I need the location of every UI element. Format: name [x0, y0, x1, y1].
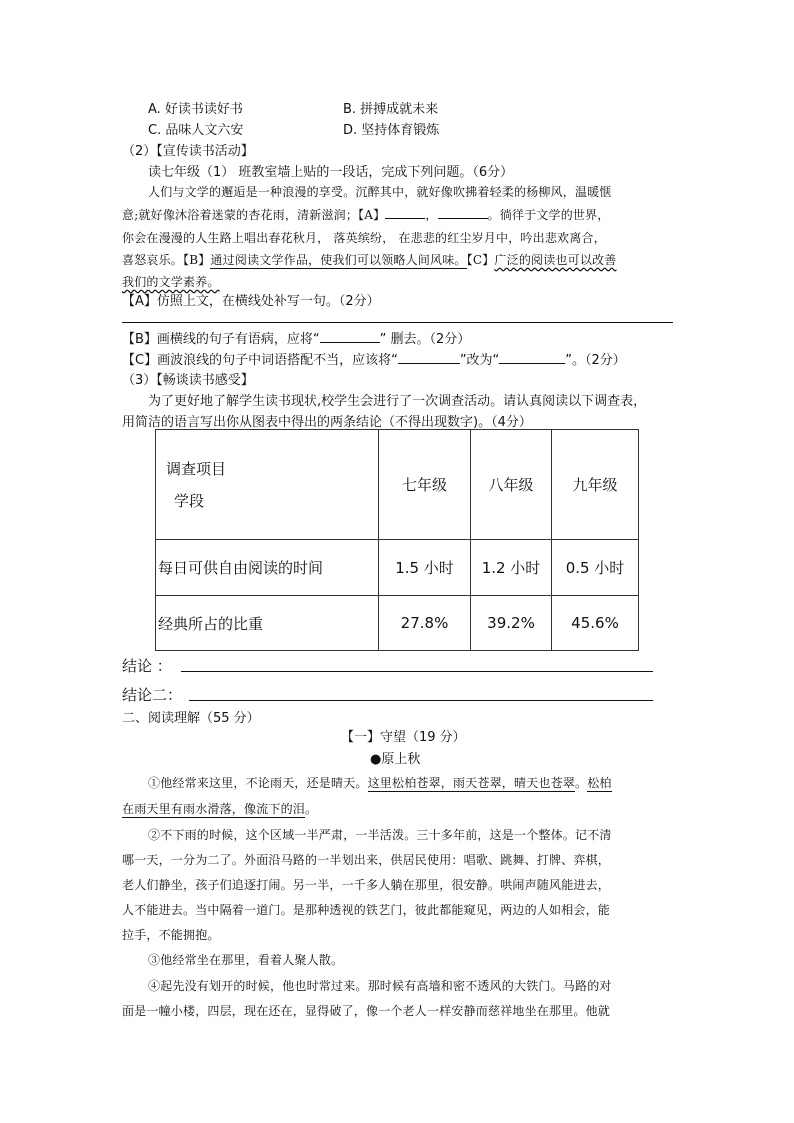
- wavy-sentence-part2: 我们的文学素养。: [122, 275, 220, 289]
- table-corner-cell: [156, 430, 379, 540]
- reading-time-grade-9: 0.5 小时: [552, 540, 639, 596]
- paragraph-4-line-1: ④起先没有划开的时候，他也时常过来。那时候有高墙和密不透风的大铁门。马路的对: [148, 979, 612, 993]
- wavy-sentence-part1: 广泛的阅读也可以改善: [494, 253, 617, 267]
- question-b: [122, 328, 470, 347]
- blank-a2[interactable]: [438, 206, 488, 219]
- passage-line-1: 人们与文学的邂逅是一种浪漫的享受。沉醉其中，就好像吹拂着轻柔的杨柳风，温暖惬: [148, 185, 612, 199]
- question-c-mid: ”改为“: [459, 353, 500, 368]
- conclusion-2-line[interactable]: [189, 700, 653, 701]
- passage-line-3: 你会在漫漫的人生路上唱出春花秋月， 落英缤纷， 在悲悲的红尘岁月中，吟出悲欢离合，: [122, 231, 606, 245]
- article-title: 【一】守望（19 分）: [341, 730, 466, 745]
- article-author: ●原上秋: [370, 752, 421, 767]
- reading-time-grade-8: 1.2 小时: [471, 540, 552, 596]
- col-grade-9: 九年级: [552, 430, 639, 540]
- option-d: D. 坚持体育锻炼: [343, 123, 440, 138]
- blank-a1[interactable]: [385, 206, 425, 219]
- table-header-row: [156, 430, 639, 540]
- header-grade: 学段: [174, 491, 205, 510]
- question-c: [122, 349, 626, 368]
- option-a: A. 好读书读好书: [148, 102, 243, 117]
- passage-line-5: [122, 273, 220, 290]
- table-row: [156, 540, 639, 596]
- row-classics-label: 经典所占的比重: [156, 596, 379, 651]
- passage-line-2-tail: 。徜徉于文学的世界，: [487, 208, 610, 222]
- question-b-post: ” 删去。（2分）: [379, 332, 471, 347]
- question-c-post: ”。（2分）: [565, 353, 626, 368]
- answer-line-a[interactable]: [122, 322, 673, 323]
- passage-line-2: 意;就好像沐浴着迷蒙的杏花雨，清新滋润；【A】 ， 。徜徉于文学的世界，: [122, 208, 610, 222]
- col-grade-7: 七年级: [379, 430, 471, 540]
- q2-heading: （2）【宣传读书活动】: [122, 144, 254, 159]
- paragraph-2-line-4: 人不能进去。当中隔着一道门。是那种透视的铁艺门，彼此都能窥见，两边的人如相会，能: [122, 903, 611, 917]
- conclusion-1-label: 结论 ：: [122, 657, 172, 675]
- q3-instruction-2: 用简洁的语言写出你从图表中得出的两条结论（不得出现数字)。（4分）: [122, 415, 532, 430]
- section-2-heading: 二、阅读理解（55 分）: [122, 711, 260, 726]
- table-row: [156, 596, 639, 651]
- row-reading-time-label: 每日可供自由阅读的时间: [156, 540, 379, 596]
- p1-end: 。: [305, 802, 318, 816]
- paragraph-2-line-1: ②不下雨的时候，这个区域一半严肃，一半活泼。三十多年前，这是一个整体。记不清: [148, 828, 612, 842]
- option-b: B. 拼搏成就未来: [343, 102, 439, 117]
- paragraph-3: ③他经常坐在那里，看着人聚人散。: [148, 953, 344, 967]
- passage-line-4: [122, 251, 616, 268]
- survey-table: [155, 429, 639, 651]
- paragraph-1-line-2: [122, 800, 317, 817]
- paragraph-1-line-1: [148, 774, 612, 791]
- passage-c-label: 【C】: [466, 253, 495, 267]
- paragraph-4-line-2: 面是一幢小楼，四层，现在还在，显得破了，像一个老人一样安静而慈祥地坐在那里。他就: [122, 1004, 611, 1018]
- blank-b[interactable]: [320, 330, 380, 343]
- q3-heading: （3）【畅谈读书感受】: [122, 373, 254, 388]
- p1-text-a: ①他经常来这里，不论雨天，还是晴天。: [148, 776, 368, 790]
- question-b-pre: 【B】画横线的句子有语病，应将“: [122, 332, 320, 347]
- reading-time-grade-7: 1.5 小时: [379, 540, 471, 596]
- header-survey-item: 调查项目: [166, 459, 227, 478]
- question-c-pre: 【C】画波浪线的句子中词语搭配不当，应该将“: [122, 353, 398, 368]
- paragraph-2-line-2: 哪一天，一分为二了。外面沿马路的一半划出来，供居民使用：唱歌、跳舞、打牌、弈棋，: [122, 853, 611, 867]
- classics-grade-8: 39.2%: [471, 596, 552, 651]
- passage-line-2-text: 意;就好像沐浴着迷蒙的杏花雨，清新滋润；【A】: [122, 208, 386, 222]
- option-c: C. 品味人文六安: [148, 123, 244, 138]
- blank-c1[interactable]: [398, 351, 460, 364]
- paragraph-2-line-3: 老人们静坐，孩子们追逐打闹。另一半，一千多人躺在那里，很安静。哄闹声随风能进去，: [122, 878, 611, 892]
- paragraph-2-line-5: 拉手，不能拥抱。: [122, 928, 220, 942]
- q2-instruction: 读七年级（1） 班教室墙上贴的一段话，完成下列问题。（6分）: [148, 165, 514, 180]
- passage-b-label: 喜怒哀乐。【B】: [122, 253, 211, 267]
- p1-underlined-c: 在雨天里有雨水滑落，像流下的泪: [122, 802, 306, 816]
- q3-instruction-1: 为了更好地了解学生读书现状,校学生会进行了一次调查活动。请认真阅读以下调查表，: [148, 394, 647, 409]
- p1-underlined-b: 松柏: [587, 776, 612, 790]
- classics-grade-9: 45.6%: [552, 596, 639, 651]
- conclusion-2-label: 结论二：: [122, 686, 183, 704]
- col-grade-8: 八年级: [471, 430, 552, 540]
- blank-c2[interactable]: [499, 351, 565, 364]
- p1-underlined-a: 这里松柏苍翠，雨天苍翠，晴天也苍翠: [367, 776, 576, 790]
- underlined-sentence: 通过阅读文学作品，使我们可以领略人间风味。: [210, 253, 467, 267]
- classics-grade-7: 27.8%: [379, 596, 471, 651]
- question-a: 【A】仿照上文，在横线处补写一句。（2分）: [122, 294, 380, 309]
- conclusion-1-line[interactable]: [181, 671, 653, 672]
- p1-text-c: 。: [575, 776, 588, 790]
